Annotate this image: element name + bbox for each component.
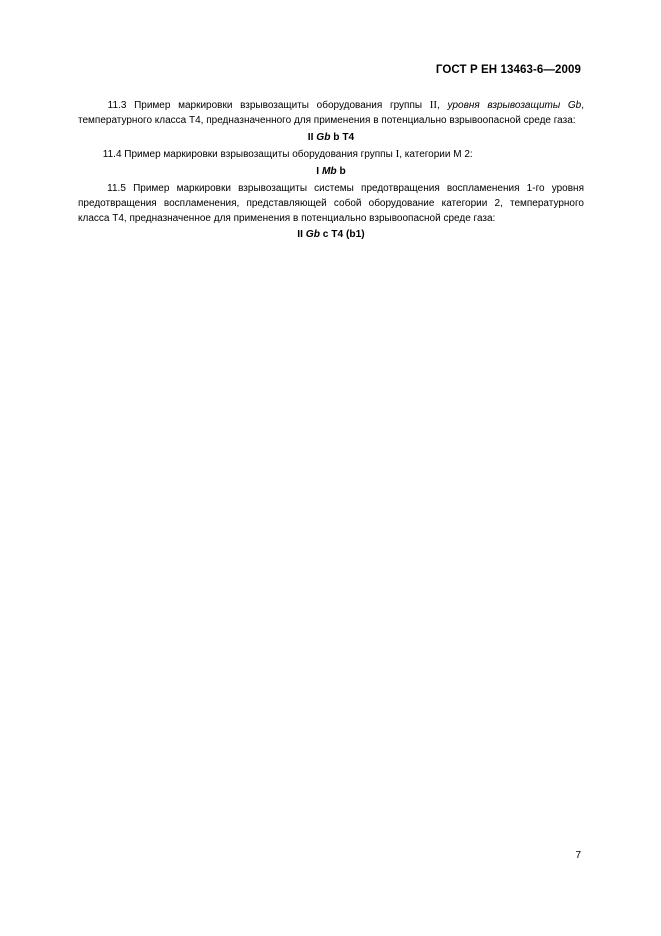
marking-text: II (307, 131, 317, 143)
marking-text: II (297, 229, 306, 241)
paragraph-italic-text: уровня взрывозащиты Gb (447, 100, 582, 111)
paragraph-text: Пример маркировки взрывозащиты оборудования группы (134, 100, 430, 111)
marking-italic: Gb (316, 131, 331, 143)
paragraph-text: , температурного класса Т4, предназначенного для применения в потенциально взрывоопасной среде газа: (78, 100, 585, 126)
paragraph-text: , категории М 2: (399, 149, 473, 161)
marking-example (78, 131, 584, 146)
section-number: 11.4 (102, 149, 122, 161)
marking-text: b T4 (330, 131, 355, 143)
document-body (78, 98, 584, 245)
paragraph-11-3 (78, 98, 584, 129)
section-number: 11.3 (107, 100, 127, 111)
paragraph-11-5 (78, 182, 584, 226)
marking-text: I (316, 166, 322, 178)
group-numeral: II (429, 99, 438, 111)
marking-example (78, 228, 584, 243)
marking-italic: Gb (305, 229, 320, 241)
page-number: 7 (575, 850, 581, 861)
paragraph-text: Пример маркировки взрывозащиты системы предотвращения воспламенения 1-го уровня предотвращения воспламенения, представляющей собой оборудование категории 2, температурного класса Т4, предназначенное для применения в потенциально взрывоопасной среде газа: (78, 182, 584, 224)
marking-text: b (336, 166, 346, 178)
paragraph-text: Пример маркировки взрывозащиты оборудования группы (124, 149, 396, 161)
marking-text: c T4 (b1) (319, 229, 365, 241)
marking-italic: Mb (321, 166, 337, 178)
document-code-header: ГОСТ Р ЕН 13463-6—2009 (435, 64, 581, 76)
paragraph-text: , (437, 100, 448, 111)
section-number: 11.5 (107, 182, 126, 194)
paragraph-11-4 (78, 147, 584, 163)
marking-example (78, 165, 584, 180)
group-numeral: I (395, 148, 400, 161)
